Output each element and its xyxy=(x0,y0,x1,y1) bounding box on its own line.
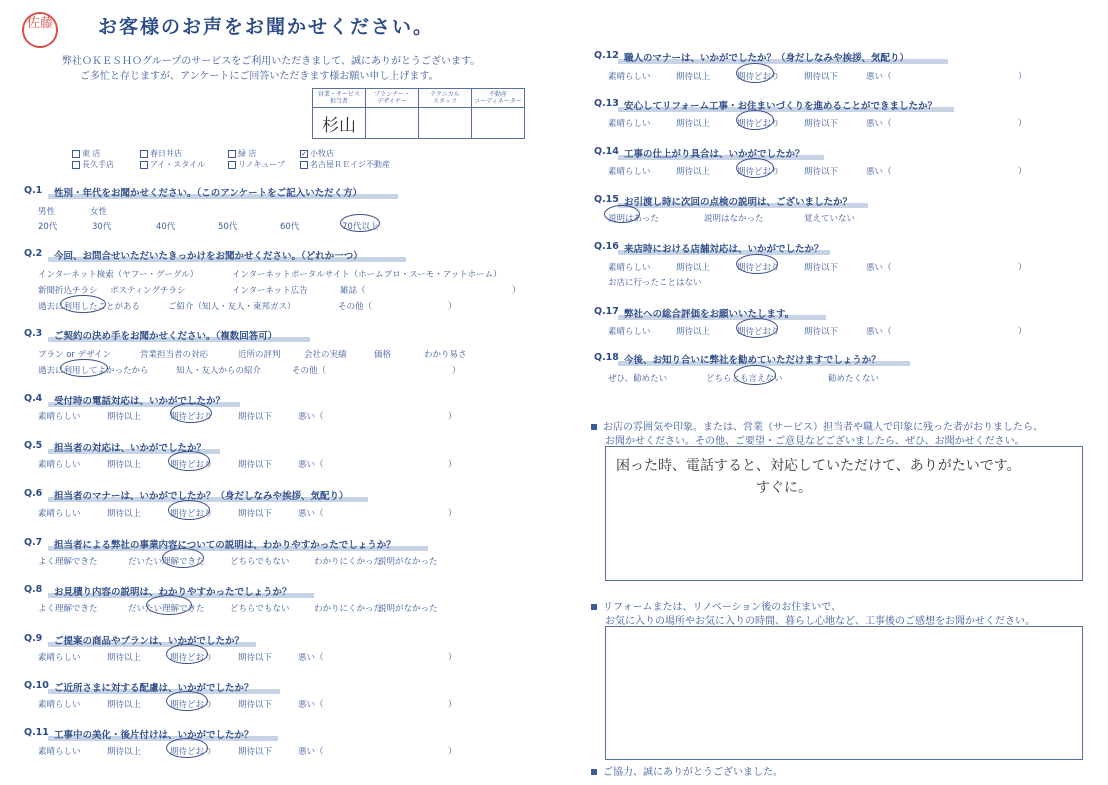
comment-1-answer-line-2: すぐに。 xyxy=(756,480,812,496)
question-text: ご提案の商品やプランは、いかがでしたか？ xyxy=(54,636,245,647)
question-number: Q.3 xyxy=(24,328,43,339)
question-number: Q.8 xyxy=(24,584,43,595)
store-label: 春日井店 xyxy=(150,149,182,158)
checkbox-icon[interactable] xyxy=(72,161,80,169)
answer-option[interactable]: ） xyxy=(448,509,457,519)
answer-option[interactable]: ） xyxy=(452,366,461,376)
answer-option[interactable]: 20代 xyxy=(38,222,58,232)
handwritten-circle-mark xyxy=(736,158,774,178)
answer-option[interactable]: 素晴らしい xyxy=(608,72,651,82)
question-text: お引渡し時に次回の点検の説明は、ございましたか？ xyxy=(624,197,853,208)
store-label: アイ・スタイル xyxy=(150,160,206,169)
answer-option[interactable]: 素晴らしい xyxy=(38,509,81,519)
answer-option[interactable]: 期待以下 xyxy=(238,412,273,422)
answer-option[interactable]: ） xyxy=(448,700,457,710)
store-label: リノキューブ xyxy=(238,160,285,169)
answer-option[interactable]: 男性 xyxy=(38,207,56,217)
answer-option[interactable]: 期待以下 xyxy=(238,653,273,663)
bullet-square-icon xyxy=(591,604,597,610)
answer-option[interactable]: わかりにくかった xyxy=(314,557,383,567)
answer-option[interactable]: どちらとも言えない xyxy=(706,374,783,384)
staff-table xyxy=(312,88,525,139)
question-number: Q.18 xyxy=(594,352,619,363)
store-option[interactable] xyxy=(140,159,205,170)
answer-option[interactable]: 期待以上 xyxy=(107,747,142,757)
comment-1-answer-line-1: 困った時、電話すると、対応していただけて、ありがたいです。 xyxy=(616,458,1021,474)
answer-option[interactable]: インターネット広告 xyxy=(232,286,308,296)
answer-option[interactable]: インターネット検索（ヤフー・グーグル） xyxy=(38,270,199,280)
question-number: Q.16 xyxy=(594,241,619,252)
answer-option[interactable]: 期待どおり xyxy=(170,653,213,663)
staff-header-sales: 営業・サービス 担当者 xyxy=(313,89,366,108)
answer-option[interactable]: 悪い（ xyxy=(298,700,324,710)
store-option[interactable] xyxy=(300,148,334,159)
answer-option[interactable]: ） xyxy=(1018,327,1027,337)
answer-option[interactable]: 悪い（ xyxy=(298,509,324,519)
answer-option[interactable]: ） xyxy=(448,460,457,470)
question-text: 工事中の美化・後片付けは、いかがでしたか？ xyxy=(54,730,254,741)
answer-option[interactable]: ） xyxy=(1018,72,1027,82)
store-label: 長久手店 xyxy=(82,160,114,169)
answer-option[interactable]: お店に行ったことはない xyxy=(608,278,702,288)
question-number: Q.7 xyxy=(24,537,43,548)
handwritten-circle-mark xyxy=(166,644,208,664)
answer-option[interactable]: 素晴らしい xyxy=(608,327,651,337)
store-option[interactable] xyxy=(140,148,182,159)
answer-option[interactable]: 期待以上 xyxy=(676,72,711,82)
answer-option[interactable]: 期待どおり xyxy=(170,412,213,422)
store-option[interactable] xyxy=(228,159,285,170)
question-text: 性別・年代をお聞かせください。（このアンケートをご記入いただく方） xyxy=(54,188,363,199)
question-number: Q.4 xyxy=(24,393,43,404)
answer-option[interactable]: 悪い（ xyxy=(298,747,324,757)
answer-option[interactable]: 説明はあった xyxy=(608,214,659,224)
handwritten-circle-mark xyxy=(166,738,208,758)
answer-option[interactable]: 悪い（ xyxy=(866,72,892,82)
answer-option[interactable]: 40代 xyxy=(156,222,176,232)
comment-1-prompt-1: お店の雰囲気や印象。または、営業（サービス）担当者や職人で印象に残った者がおりましたら、 xyxy=(591,418,1043,433)
store-label: 緑 店 xyxy=(238,149,257,158)
question-number: Q.11 xyxy=(24,727,49,738)
comment-1-box[interactable] xyxy=(605,446,1083,581)
answer-option[interactable]: ポスティングチラシ xyxy=(110,286,186,296)
answer-option[interactable]: 期待以上 xyxy=(107,653,142,663)
store-label: 名古屋ＲＥイジ不動産 xyxy=(310,160,390,169)
answer-option[interactable]: 期待以上 xyxy=(107,700,142,710)
answer-option[interactable]: 期待以上 xyxy=(676,327,711,337)
question-number: Q.13 xyxy=(594,98,619,109)
store-option[interactable] xyxy=(228,148,257,159)
answer-option[interactable]: 悪い（ xyxy=(298,460,324,470)
answer-option[interactable]: 期待以下 xyxy=(238,747,273,757)
staff-value-planner[interactable] xyxy=(366,108,419,139)
answer-option[interactable]: よく理解できた xyxy=(38,604,98,614)
bullet-square-icon xyxy=(591,769,597,775)
answer-option[interactable]: 期待以上 xyxy=(107,460,142,470)
answer-option[interactable]: 50代 xyxy=(218,222,238,232)
answer-option[interactable]: ） xyxy=(448,653,457,663)
question-text: ご契約の決め手をお聞かせください。（複数回答可） xyxy=(54,331,278,342)
answer-option[interactable]: 期待どおり xyxy=(737,72,780,82)
answer-option[interactable]: 期待以下 xyxy=(238,700,273,710)
answer-option[interactable]: 期待どおり xyxy=(737,119,780,129)
staff-value-realestate[interactable] xyxy=(472,108,525,139)
answer-option[interactable]: ご紹介（知人・友人・東邦ガス） xyxy=(168,302,296,312)
handwritten-circle-mark xyxy=(60,359,108,377)
handwritten-circle-mark xyxy=(736,318,778,338)
answer-option[interactable]: 素晴らしい xyxy=(608,263,651,273)
answer-option[interactable]: 悪い（ xyxy=(298,412,324,422)
answer-option[interactable]: 期待どおり xyxy=(737,167,780,177)
question-number: Q.6 xyxy=(24,488,43,499)
answer-option[interactable]: 素晴らしい xyxy=(38,653,81,663)
answer-option[interactable]: ぜひ、勧めたい xyxy=(608,374,668,384)
answer-option[interactable]: 素晴らしい xyxy=(38,412,81,422)
answer-option[interactable]: どちらでもない xyxy=(230,557,290,567)
question-text: お見積り内容の説明は、わかりやすかったでしょうか？ xyxy=(54,587,292,598)
staff-value-sales[interactable]: 杉山 xyxy=(313,108,366,139)
handwritten-circle-mark xyxy=(340,214,380,232)
answer-option[interactable]: 期待以下 xyxy=(238,509,273,519)
question-text: 弊社への総合評価をお願いいたします。 xyxy=(624,309,795,320)
answer-option[interactable]: ） xyxy=(448,302,457,312)
answer-option[interactable]: よく理解できた xyxy=(38,557,98,567)
question-text: 受付時の電話対応は、いかがでしたか？ xyxy=(54,396,226,407)
answer-option[interactable]: 期待以下 xyxy=(804,263,839,273)
question-text: ご近所さまに対する配慮は、いかがでしたか？ xyxy=(54,683,254,694)
answer-option[interactable]: 勧めたくない xyxy=(828,374,880,384)
answer-option[interactable]: 期待以下 xyxy=(238,460,273,470)
answer-option[interactable]: 期待どおり xyxy=(170,747,213,757)
answer-option[interactable]: 期待どおり xyxy=(737,327,780,337)
answer-option[interactable]: 過去に利用したことがある xyxy=(38,302,141,312)
comment-1-prompt-2: お聞かせください。その他、ご要望・ご意見などございましたら、ぜひ、お聞かせください。 xyxy=(605,436,1025,447)
question-text: 工事の仕上がり具合は、いかがでしたか？ xyxy=(624,149,805,160)
question-text: 安心してリフォーム工事・お住まいづくりを進めることができましたか？ xyxy=(624,101,938,112)
store-label: 東 店 xyxy=(82,149,101,158)
store-option[interactable] xyxy=(72,159,114,170)
name-seal: 佐藤 xyxy=(22,12,58,48)
answer-option[interactable]: ） xyxy=(448,412,457,422)
answer-option[interactable]: 期待以上 xyxy=(107,509,142,519)
answer-option[interactable]: ） xyxy=(1018,263,1027,273)
checkbox-icon[interactable] xyxy=(300,161,308,169)
comment-2-box[interactable] xyxy=(605,626,1083,760)
answer-option[interactable]: 知人・友人からの紹介 xyxy=(176,366,262,376)
handwritten-circle-mark xyxy=(170,403,212,423)
answer-option[interactable]: 近所の評判 xyxy=(238,350,281,360)
checkbox-icon[interactable] xyxy=(72,150,80,158)
checkbox-icon[interactable] xyxy=(228,150,236,158)
answer-option[interactable]: 女性 xyxy=(90,207,108,217)
answer-option[interactable]: 期待以上 xyxy=(107,412,142,422)
answer-option[interactable]: 雑誌（ xyxy=(340,286,366,296)
intro-line-1: 弊社ＯＫＥＳＨＯグループのサービスをご利用いただきまして、誠にありがとうございます。 xyxy=(62,56,481,67)
question-number: Q.14 xyxy=(594,146,619,157)
handwritten-circle-mark xyxy=(736,63,774,83)
answer-option[interactable]: 30代 xyxy=(92,222,112,232)
answer-option[interactable]: ） xyxy=(448,747,457,757)
question-number: Q.2 xyxy=(24,248,43,259)
store-option[interactable] xyxy=(72,148,101,159)
handwritten-circle-mark xyxy=(168,451,210,471)
comment-2-prompt-1: リフォームまたは、リノベーション後のお住まいで、 xyxy=(591,598,841,613)
handwritten-circle-mark xyxy=(604,205,640,223)
answer-option[interactable]: 悪い（ xyxy=(866,263,892,273)
staff-header-realestate: 不動産 コーディネーター xyxy=(472,89,525,108)
question-text: 今後、お知り合いに弊社を勧めていただけますでしょうか？ xyxy=(624,355,881,366)
question-number: Q.17 xyxy=(594,306,619,317)
checkbox-icon[interactable] xyxy=(140,150,148,158)
answer-option[interactable]: 70代以上 xyxy=(342,222,379,232)
answer-option[interactable]: 説明がなかった xyxy=(378,604,438,614)
answer-option[interactable]: 期待以上 xyxy=(676,263,711,273)
answer-option[interactable]: 説明がなかった xyxy=(378,557,438,567)
answer-option[interactable]: 素晴らしい xyxy=(608,119,651,129)
handwritten-circle-mark xyxy=(736,110,774,130)
answer-option[interactable]: 素晴らしい xyxy=(38,460,81,470)
answer-option[interactable]: 悪い（ xyxy=(866,327,892,337)
answer-option[interactable]: 期待どおり xyxy=(170,460,213,470)
answer-option[interactable]: ） xyxy=(512,286,521,296)
question-number: Q.10 xyxy=(24,680,49,691)
answer-option[interactable]: わかり易さ xyxy=(424,350,467,360)
question-text: 今回、お問合せいただいたきっかけをお聞かせください。（どれか一つ） xyxy=(54,251,363,262)
intro-line-2: ご多忙と存じますが、アンケートにご回答いただきます様お願い申し上げます。 xyxy=(80,71,439,82)
answer-option[interactable]: 期待以上 xyxy=(676,119,711,129)
question-number: Q.9 xyxy=(24,633,43,644)
answer-option[interactable]: 素晴らしい xyxy=(38,700,81,710)
question-number: Q.5 xyxy=(24,440,43,451)
answer-option[interactable]: 期待以下 xyxy=(804,119,839,129)
answer-option[interactable]: その他（ xyxy=(292,366,327,376)
answer-option[interactable]: 60代 xyxy=(280,222,300,232)
answer-option[interactable]: プラン or デザイン xyxy=(38,350,112,360)
handwritten-circle-mark xyxy=(736,254,778,274)
staff-value-technical[interactable] xyxy=(419,108,472,139)
answer-option[interactable]: 期待以下 xyxy=(804,167,839,177)
answer-option[interactable]: 覚えていない xyxy=(804,214,856,224)
bullet-square-icon xyxy=(591,424,597,430)
handwritten-circle-mark xyxy=(162,548,204,568)
handwritten-circle-mark xyxy=(734,365,776,385)
question-text: 職人のマナーは、いかがでしたか？（身だしなみや挨拶、気配り） xyxy=(624,53,910,64)
handwritten-circle-mark xyxy=(168,500,210,520)
question-text: 担当者の対応は、いかがでしたか？ xyxy=(54,443,207,454)
answer-option[interactable]: 過去に利用してよかったから xyxy=(38,366,149,376)
answer-option[interactable]: 素晴らしい xyxy=(38,747,81,757)
answer-option[interactable]: 説明はなかった xyxy=(704,214,764,224)
answer-option[interactable]: 期待どおり xyxy=(170,700,213,710)
checked-box-icon[interactable]: ✓ xyxy=(301,149,307,158)
handwritten-circle-mark xyxy=(166,691,208,711)
answer-option[interactable]: 素晴らしい xyxy=(608,167,651,177)
footer-thanks: ご協力、誠にありがとうございました。 xyxy=(591,763,783,778)
answer-option[interactable]: 期待どおり xyxy=(737,263,780,273)
answer-option[interactable]: 悪い（ xyxy=(866,119,892,129)
answer-option[interactable]: 期待以上 xyxy=(676,167,711,177)
question-text: 来店時における店舗対応は、いかがでしたか？ xyxy=(624,244,824,255)
question-number: Q.1 xyxy=(24,185,43,196)
answer-option[interactable]: ） xyxy=(1018,119,1027,129)
answer-option[interactable]: だいたい理解できた xyxy=(128,557,205,567)
page-title: お客様のお声をお聞かせください。 xyxy=(98,16,435,38)
answer-option[interactable]: 期待以下 xyxy=(804,327,839,337)
store-option[interactable] xyxy=(300,159,390,170)
question-number: Q.12 xyxy=(594,50,619,61)
answer-option[interactable]: 営業担当者の対応 xyxy=(140,350,209,360)
answer-option[interactable]: 悪い（ xyxy=(298,653,324,663)
question-text: 担当者のマナーは、いかがでしたか？（身だしなみや挨拶、気配り） xyxy=(54,491,349,502)
answer-option[interactable]: 価格 xyxy=(374,350,392,360)
answer-option[interactable]: 期待どおり xyxy=(170,509,213,519)
answer-option[interactable]: 新聞折込チラシ xyxy=(38,286,98,296)
answer-option[interactable]: 期待以下 xyxy=(804,72,839,82)
handwritten-circle-mark xyxy=(60,295,106,313)
answer-option[interactable]: わかりにくかった xyxy=(314,604,383,614)
comment-2-prompt-2: お気に入りの場所やお気に入りの時間、暮らし心地など、工事後のご感想をお聞かせください。 xyxy=(605,616,1035,627)
staff-header-technical: テクニカル スタッフ xyxy=(419,89,472,108)
answer-option[interactable]: インターネットポータルサイト（ホームプロ・スーモ・アットホーム） xyxy=(232,270,502,280)
answer-option[interactable]: 悪い（ xyxy=(866,167,892,177)
answer-option[interactable]: だいたい理解できた xyxy=(128,604,205,614)
answer-option[interactable]: その他（ xyxy=(338,302,373,312)
answer-option[interactable]: どちらでもない xyxy=(230,604,290,614)
question-text: 担当者による弊社の事業内容についての説明は、わかりやすかったでしょうか？ xyxy=(54,540,396,551)
checkbox-icon[interactable] xyxy=(140,161,148,169)
question-number: Q.15 xyxy=(594,194,619,205)
answer-option[interactable]: 会社の実績 xyxy=(304,350,347,360)
handwritten-circle-mark xyxy=(146,595,192,615)
staff-header-planner: プランナー・ デザイナー xyxy=(366,89,419,108)
checkbox-icon[interactable] xyxy=(228,161,236,169)
store-label: 小牧店 xyxy=(310,149,334,158)
answer-option[interactable]: ） xyxy=(1018,167,1027,177)
